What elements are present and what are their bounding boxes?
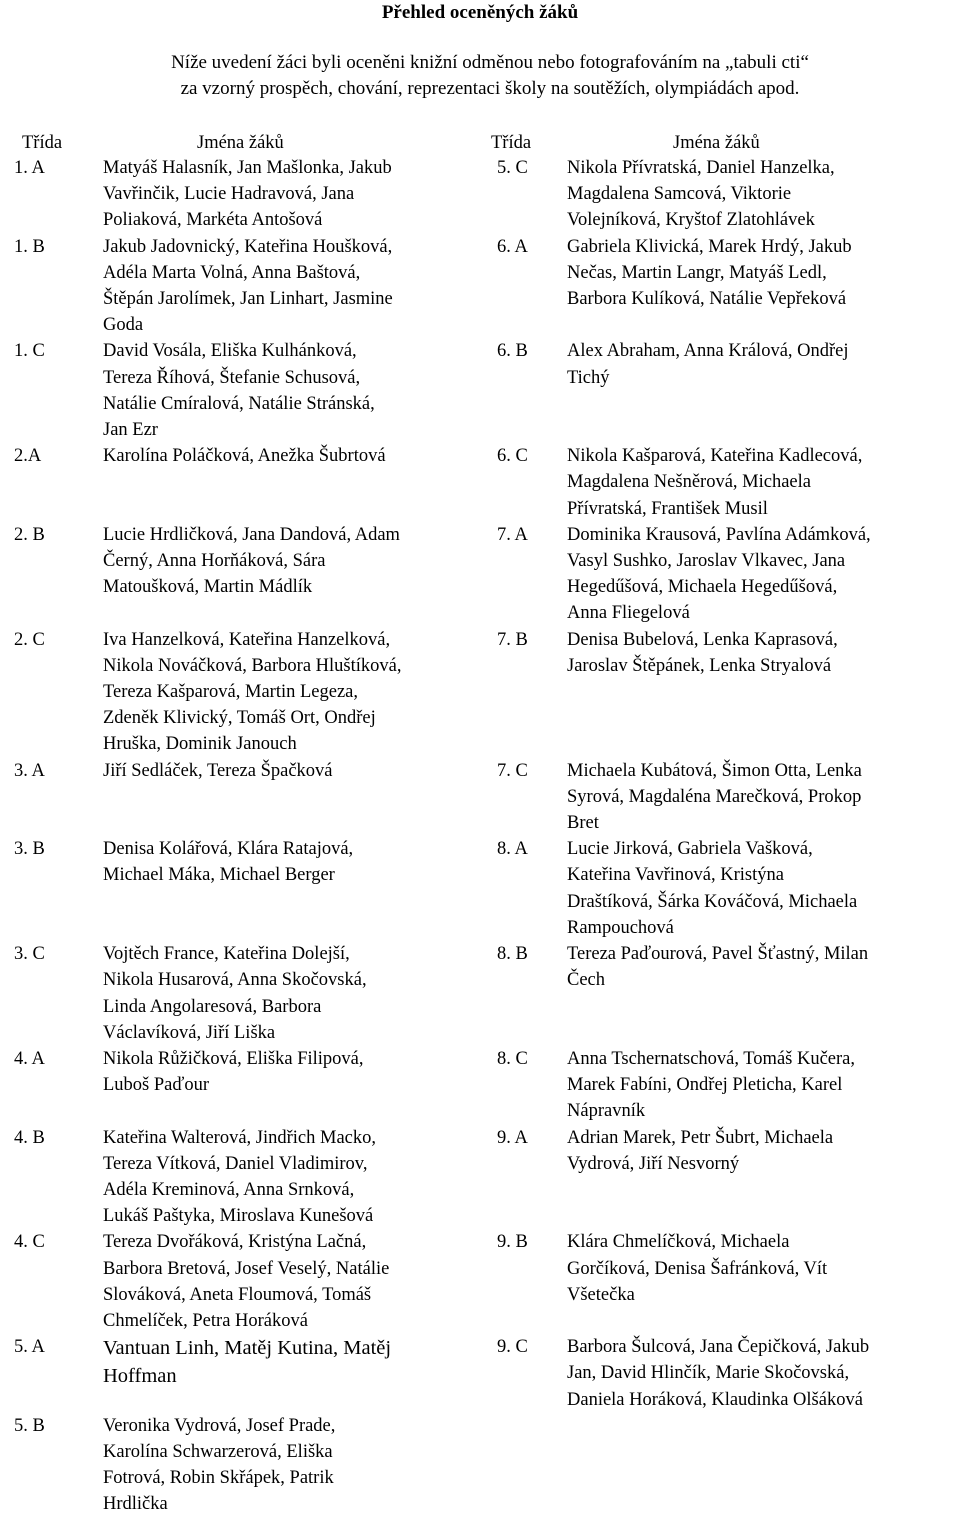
names-cell-right [567, 1229, 953, 1334]
names-cell-right [567, 1334, 953, 1413]
names-cell-left [99, 522, 491, 627]
name-line: Vasyl Sushko, Jaroslav Vlkavec, Jana [567, 551, 846, 572]
name-line: Iva Hanzelková, Kateřina Hanzelková, [103, 629, 391, 650]
class-cell-left: 2. C [14, 629, 45, 650]
name-line: Tereza Vítková, Daniel Vladimirov, [103, 1153, 368, 1174]
names-cell-right [567, 443, 953, 522]
class-cell-right: 9. B [497, 1232, 528, 1253]
name-line: Adrian Marek, Petr Šubrt, Michaela [567, 1127, 834, 1148]
name-line: Denisa Kolářová, Klára Ratajová, [103, 839, 354, 860]
names-cell-left [99, 1125, 491, 1230]
name-line: Hegedűšová, Michaela Hegedűšová, [567, 577, 838, 598]
name-line: Slováková, Aneta Floumová, Tomáš [103, 1284, 372, 1305]
name-line: Karolína Schwarzerová, Eliška [103, 1441, 333, 1462]
name-line: Linda Angolaresová, Barbora [103, 996, 322, 1017]
name-line: Tereza Paďourová, Pavel Šťastný, Milan [567, 944, 869, 965]
table-row [9, 1046, 953, 1125]
names-cell-right [567, 1125, 953, 1230]
class-cell-right: 9. C [497, 1337, 528, 1358]
name-line: Fotrová, Robin Skřápek, Patrik [103, 1468, 334, 1489]
table-row [9, 155, 953, 234]
class-cell-right: 6. A [497, 236, 528, 257]
class-cell-right: 8. A [497, 839, 528, 860]
header-class-right: Třída [491, 133, 532, 153]
name-line: Tichý [567, 367, 610, 388]
name-line: Draštíková, Šárka Kováčová, Michaela [567, 891, 858, 912]
class-cell-right: 7. B [497, 629, 528, 650]
names-cell-left [99, 1046, 491, 1125]
name-line: Kateřina Vavřinová, Kristýna [567, 865, 784, 886]
names-cell-left [99, 836, 491, 941]
name-line: Štěpán Jarolímek, Jan Linhart, Jasmine [103, 289, 393, 310]
name-line: Michaela Kubátová, Šimon Otta, Lenka [567, 760, 862, 781]
name-line: Natálie Cmíralová, Natálie Stránská, [103, 393, 375, 414]
class-cell-left: 2.A [14, 446, 42, 467]
table-row [9, 941, 953, 1046]
intro-line: za vzorný prospěch, chování, reprezentaci školy na soutěžích, olympiádách apod. [180, 78, 800, 99]
name-line: Syrová, Magdaléna Marečková, Prokop [567, 786, 862, 807]
name-line: Hoffman [103, 1365, 177, 1388]
names-cell-left [99, 1334, 491, 1413]
header-class-left: Třída [22, 133, 63, 153]
names-cell-left [99, 234, 491, 339]
names-cell-right [567, 1046, 953, 1125]
names-cell-right [567, 627, 953, 758]
name-line: David Vosála, Eliška Kulhánková, [103, 341, 357, 362]
class-cell-right: 9. A [497, 1127, 528, 1148]
table-row [9, 1229, 953, 1334]
name-line: Jakub Jadovnický, Kateřina Houšková, [103, 236, 393, 257]
names-cell-right [567, 522, 953, 627]
awards-table [9, 131, 953, 1518]
names-cell-right [567, 155, 953, 234]
names-cell-left [99, 155, 491, 234]
class-cell-right: 8. B [497, 944, 528, 965]
name-line: Nikola Nováčková, Barbora Hluštíková, [103, 655, 402, 676]
name-line: Nikola Růžičková, Eliška Filipová, [103, 1048, 364, 1069]
table-header-row [9, 131, 953, 155]
table-row [9, 627, 953, 758]
name-line: Nikola Přívratská, Daniel Hanzelka, [567, 158, 835, 178]
name-line: Adéla Kreminová, Anna Srnková, [103, 1179, 355, 1200]
name-line: Anna Fliegelová [567, 603, 690, 624]
name-line: Adéla Marta Volná, Anna Baštová, [103, 262, 361, 283]
name-line: Matyáš Halasník, Jan Mašlonka, Jakub [103, 158, 392, 178]
intro-paragraph [60, 50, 920, 102]
table-row [9, 338, 953, 443]
class-cell-left: 4. C [14, 1232, 45, 1253]
class-cell-left: 5. B [14, 1415, 45, 1436]
class-cell-left: 3. A [14, 760, 45, 781]
intro-line: Níže uvedení žáci byli oceněni knižní odměnou nebo fotografováním na „tabuli cti“ [171, 52, 809, 73]
name-line: Gorčíková, Denisa Šafránková, Vít [567, 1258, 828, 1279]
class-cell-left: 1. B [14, 236, 45, 257]
class-cell-right: 8. C [497, 1048, 528, 1069]
header-names-right: Jména žáků [673, 133, 760, 153]
names-cell-left [99, 627, 491, 758]
class-cell-right: 7. C [497, 760, 528, 781]
name-line: Tereza Kašparová, Martin Legeza, [103, 682, 358, 703]
page-title: Přehled oceněných žáků [381, 2, 579, 23]
name-line: Vojtěch France, Kateřina Dolejší, [103, 944, 350, 965]
name-line: Jan Ezr [103, 420, 158, 441]
class-cell-left: 4. A [14, 1048, 45, 1069]
name-line: Veronika Vydrová, Josef Prade, [103, 1415, 336, 1436]
name-line: Jiří Sedláček, Tereza Špačková [103, 760, 333, 781]
table-row [9, 1125, 953, 1230]
name-line: Goda [103, 315, 144, 336]
name-line: Přívratská, František Musil [567, 498, 768, 519]
class-cell-right: 6. B [497, 341, 528, 362]
name-line: Dominika Krausová, Pavlína Adámková, [567, 524, 871, 545]
name-line: Alex Abraham, Anna Králová, Ondřej [567, 341, 849, 362]
name-line: Vydrová, Jiří Nesvorný [567, 1153, 740, 1174]
names-cell-right [567, 338, 953, 443]
name-line: Hruška, Dominik Janouch [103, 734, 297, 755]
name-line: Magdalena Samcová, Viktorie [567, 184, 792, 205]
name-line: Hrdlička [103, 1494, 168, 1515]
names-cell-right [567, 758, 953, 837]
name-line: Tereza Dvořáková, Kristýna Lačná, [103, 1232, 367, 1253]
class-cell-left: 1. C [14, 341, 45, 362]
names-cell-left [99, 758, 491, 837]
name-line: Lukáš Paštyka, Miroslava Kunešová [103, 1206, 374, 1227]
class-cell-left: 3. B [14, 839, 45, 860]
class-cell-left: 4. B [14, 1127, 45, 1148]
names-cell-left [99, 1413, 491, 1518]
name-line: Volejníková, Kryštof Zlatohlávek [567, 210, 815, 231]
names-cell-right [567, 836, 953, 941]
name-line: Kateřina Walterová, Jindřich Macko, [103, 1127, 377, 1148]
name-line: Barbora Šulcová, Jana Čepičková, Jakub [567, 1337, 870, 1358]
name-line: Denisa Bubelová, Lenka Kaprasová, [567, 629, 838, 650]
names-cell-left [99, 338, 491, 443]
names-cell-left [99, 443, 491, 522]
name-line: Matoušková, Martin Mádlík [103, 577, 313, 598]
names-cell-right [567, 1413, 953, 1518]
name-line: Klára Chmelíčková, Michaela [567, 1232, 790, 1253]
class-cell-left: 1. A [14, 158, 45, 178]
name-line: Nápravník [567, 1101, 646, 1122]
table-row [9, 836, 953, 941]
name-line: Michael Máka, Michael Berger [103, 865, 335, 886]
class-cell-right: 7. A [497, 524, 528, 545]
name-line: Tereza Říhová, Štefanie Schusová, [103, 367, 361, 388]
name-line: Nikola Husarová, Anna Skočovská, [103, 970, 367, 991]
name-line: Magdalena Nešněrová, Michaela [567, 472, 811, 493]
name-line: Zdeněk Klivický, Tomáš Ort, Ondřej [103, 708, 376, 729]
name-line: Lucie Hrdličková, Jana Dandová, Adam [103, 524, 400, 545]
table-row [9, 758, 953, 837]
name-line: Bret [567, 813, 599, 834]
name-line: Gabriela Klivická, Marek Hrdý, Jakub [567, 236, 852, 257]
name-line: Nikola Kašparová, Kateřina Kadlecová, [567, 446, 863, 467]
name-line: Václavíková, Jiří Liška [103, 1022, 276, 1043]
name-line: Luboš Paďour [103, 1075, 209, 1096]
name-line: Nečas, Martin Langr, Matyáš Ledl, [567, 262, 827, 283]
table-row [9, 443, 953, 522]
table-row [9, 1334, 953, 1413]
name-line: Vantuan Linh, Matěj Kutina, Matěj [103, 1337, 392, 1360]
name-line: Barbora Kulíková, Natálie Vepřeková [567, 289, 847, 310]
header-names-left: Jména žáků [197, 133, 284, 153]
class-cell-right [491, 1413, 567, 1518]
names-cell-left [99, 1229, 491, 1334]
names-cell-right [567, 234, 953, 339]
names-cell-right [567, 941, 953, 1046]
class-cell-right: 5. C [497, 158, 528, 178]
name-line: Černý, Anna Horňáková, Sára [103, 551, 326, 572]
class-cell-right: 6. C [497, 446, 528, 467]
class-cell-left: 3. C [14, 944, 45, 965]
name-line: Všetečka [567, 1284, 635, 1305]
name-line: Marek Fabíni, Ondřej Pleticha, Karel [567, 1075, 843, 1096]
name-line: Vavřinčik, Lucie Hadravová, Jana [103, 184, 355, 205]
names-cell-left [99, 941, 491, 1046]
name-line: Daniela Horáková, Klaudinka Olšáková [567, 1389, 863, 1410]
name-line: Rampouchová [567, 917, 674, 938]
table-row [9, 234, 953, 339]
name-line: Barbora Bretová, Josef Veselý, Natálie [103, 1258, 390, 1279]
name-line: Čech [567, 970, 606, 991]
name-line: Anna Tschernatschová, Tomáš Kučera, [567, 1048, 856, 1069]
class-cell-left: 5. A [14, 1337, 45, 1358]
name-line: Karolína Poláčková, Anežka Šubrtová [103, 446, 386, 467]
class-cell-left: 2. B [14, 524, 45, 545]
name-line: Lucie Jirková, Gabriela Vašková, [567, 839, 813, 860]
name-line: Poliaková, Markéta Antošová [103, 210, 323, 231]
table-row [9, 1413, 953, 1518]
name-line: Jan, David Hlinčík, Marie Skočovská, [567, 1363, 850, 1384]
name-line: Chmelíček, Petra Horáková [103, 1310, 308, 1331]
name-line: Jaroslav Štěpánek, Lenka Stryalová [567, 655, 832, 676]
table-row [9, 522, 953, 627]
